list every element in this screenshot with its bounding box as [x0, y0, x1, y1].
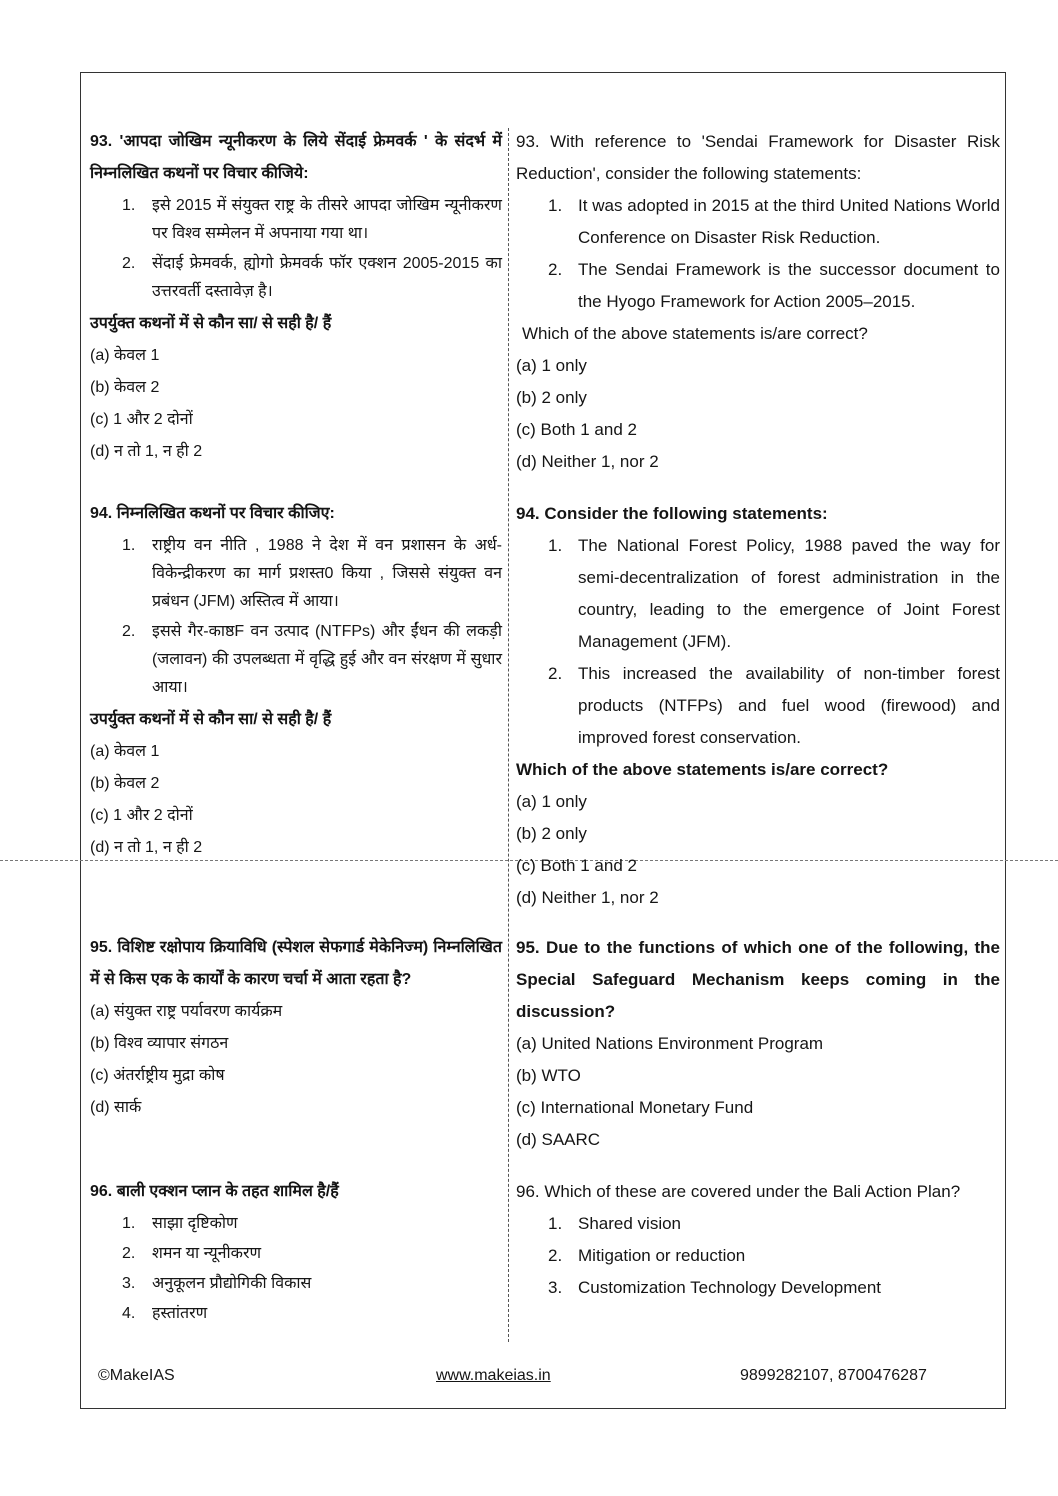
question-stem: 93. With reference to 'Sendai Framework for Disaster Risk Reduction', consider the following statements: — [516, 132, 1000, 183]
option-c: (c) International Monetary Fund — [516, 1098, 754, 1117]
option-d: (d) Neither 1, nor 2 — [516, 888, 659, 907]
option-c: (c) 1 और 2 दोनों — [90, 411, 193, 428]
statement-list — [516, 1208, 1000, 1304]
statement-item: 1. Shared vision — [548, 1214, 682, 1233]
statement-item: 2. सेंदाई फ्रेमवर्क, ह्योगो फ्रेमवर्क फॉर एक्शन 2005-2015 का उत्तरवर्ती दस्तावेज़ है। — [122, 255, 502, 300]
english-column — [516, 126, 1000, 1346]
statement-item: 2. The Sendai Framework is the successor document to the Hyogo Framework for Action 2005–2015. — [548, 260, 1000, 311]
option-a: (a) United Nations Environment Program — [516, 1034, 824, 1053]
statement-item: 1. इसे 2015 में संयुक्त राष्ट्र के तीसरे आपदा जोखिम न्यूनीकरण पर विश्व सम्मेलन में अपनाया गया था। — [122, 197, 502, 242]
question-stem: 93. 'आपदा जोखिम न्यूनीकरण के लिये सेंदाई फ्रेमवर्क ' के संदर्भ में निम्नलिखित कथनों पर विचार कीजिये: — [90, 133, 502, 182]
option-d: (d) SAARC — [516, 1130, 601, 1149]
english-question-96 — [516, 1176, 1000, 1304]
english-question-94 — [516, 498, 1000, 914]
option-c: (c) Both 1 and 2 — [516, 856, 637, 875]
question-prompt: Which of the above statements is/are correct? — [522, 324, 868, 343]
statement-list — [516, 190, 1000, 318]
question-prompt: उपर्युक्त कथनों में से कौन सा/ से सही है/ हैं — [90, 315, 332, 332]
statement-item: 4. हस्तांतरण — [122, 1305, 208, 1322]
footer-website-link[interactable]: www.makeias.in — [436, 1367, 551, 1384]
question-stem: 95. Due to the functions of which one of the following, the Special Safeguard Mechanism keeps coming in the discussion? — [516, 938, 1000, 1021]
question-stem: 96. Which of these are covered under the Bali Action Plan? — [516, 1182, 961, 1201]
option-c: (c) अंतर्राष्ट्रीय मुद्रा कोष — [90, 1067, 225, 1084]
option-d: (d) न तो 1, न ही 2 — [90, 839, 203, 856]
statement-item: 2. इससे गैर-काष्ठF वन उत्पाद (NTFPs) और ईंधन की लकड़ी (जलावन) की उपलब्धता में वृद्धि हुई और वन संरक्षण में सुधार आया। — [122, 623, 502, 696]
statement-item: 1. It was adopted in 2015 at the third United Nations World Conference on Disaster Risk Reduction. — [548, 196, 1000, 247]
column-divider — [508, 128, 509, 1342]
statement-list — [90, 1210, 502, 1328]
option-d: (d) सार्क — [90, 1099, 142, 1116]
hindi-question-93 — [90, 126, 502, 468]
hindi-question-96 — [90, 1176, 502, 1330]
question-stem: 96. बाली एक्शन प्लान के तहत शामिल है/हैं — [90, 1183, 339, 1200]
statement-item: 3. अनुकूलन प्रौद्योगिकी विकास — [122, 1275, 312, 1292]
option-a: (a) केवल 1 — [90, 743, 160, 760]
question-stem: 94. Consider the following statements: — [516, 504, 828, 523]
option-a: (a) संयुक्त राष्ट्र पर्यावरण कार्यक्रम — [90, 1003, 283, 1020]
footer-phone-numbers: 9899282107, 8700476287 — [740, 1367, 927, 1384]
statement-list — [90, 192, 502, 306]
statement-item: 1. साझा दृष्टिकोण — [122, 1215, 238, 1232]
option-d: (d) Neither 1, nor 2 — [516, 452, 659, 471]
option-c: (c) 1 और 2 दोनों — [90, 807, 193, 824]
question-stem: 94. निम्नलिखित कथनों पर विचार कीजिए: — [90, 505, 335, 522]
statement-item: 2. शमन या न्यूनीकरण — [122, 1245, 262, 1262]
option-a: (a) 1 only — [516, 792, 587, 811]
hindi-question-95 — [90, 932, 502, 1124]
question-prompt: Which of the above statements is/are correct? — [516, 760, 889, 779]
option-a: (a) केवल 1 — [90, 347, 160, 364]
question-prompt: उपर्युक्त कथनों में से कौन सा/ से सही है/ हैं — [90, 711, 332, 728]
hindi-question-94 — [90, 498, 502, 864]
statement-item: 2. This increased the availability of non-timber forest products (NTFPs) and fuel wood (firewood) and improved forest conservation. — [548, 664, 1000, 747]
option-d: (d) न तो 1, न ही 2 — [90, 443, 203, 460]
english-question-95 — [516, 932, 1000, 1156]
question-stem: 95. विशिष्ट रक्षोपाय क्रियाविधि (स्पेशल सेफगार्ड मेकेनिज्म) निम्नलिखित में से किस एक के कार्यों के कारण चर्चा में आता रहता है? — [90, 939, 502, 988]
statement-item: 3. Customization Technology Development — [548, 1278, 882, 1297]
option-b: (b) 2 only — [516, 824, 587, 843]
statement-list — [516, 530, 1000, 754]
option-b: (b) विश्व व्यापार संगठन — [90, 1035, 229, 1052]
option-b: (b) केवल 2 — [90, 379, 160, 396]
option-a: (a) 1 only — [516, 356, 587, 375]
hindi-column — [90, 126, 502, 1346]
option-c: (c) Both 1 and 2 — [516, 420, 637, 439]
option-b: (b) WTO — [516, 1066, 581, 1085]
option-b: (b) 2 only — [516, 388, 587, 407]
statement-list — [90, 532, 502, 702]
english-question-93 — [516, 126, 1000, 478]
footer-copyright: ©MakeIAS — [98, 1367, 175, 1384]
option-b: (b) केवल 2 — [90, 775, 160, 792]
statement-item: 1. राष्ट्रीय वन नीति , 1988 ने देश में वन प्रशासन के अर्ध-विकेन्द्रीकरण का मार्ग प्रशस्त0 किया , जिससे संयुक्त वन प्रबंधन (JFM) अस्तित्व में आया। — [122, 537, 502, 610]
statement-item: 1. The National Forest Policy, 1988 paved the way for semi-decentralization of forest administration in the country, leading to the emergence of Joint Forest Management (JFM). — [548, 536, 1000, 651]
statement-item: 2. Mitigation or reduction — [548, 1246, 746, 1265]
